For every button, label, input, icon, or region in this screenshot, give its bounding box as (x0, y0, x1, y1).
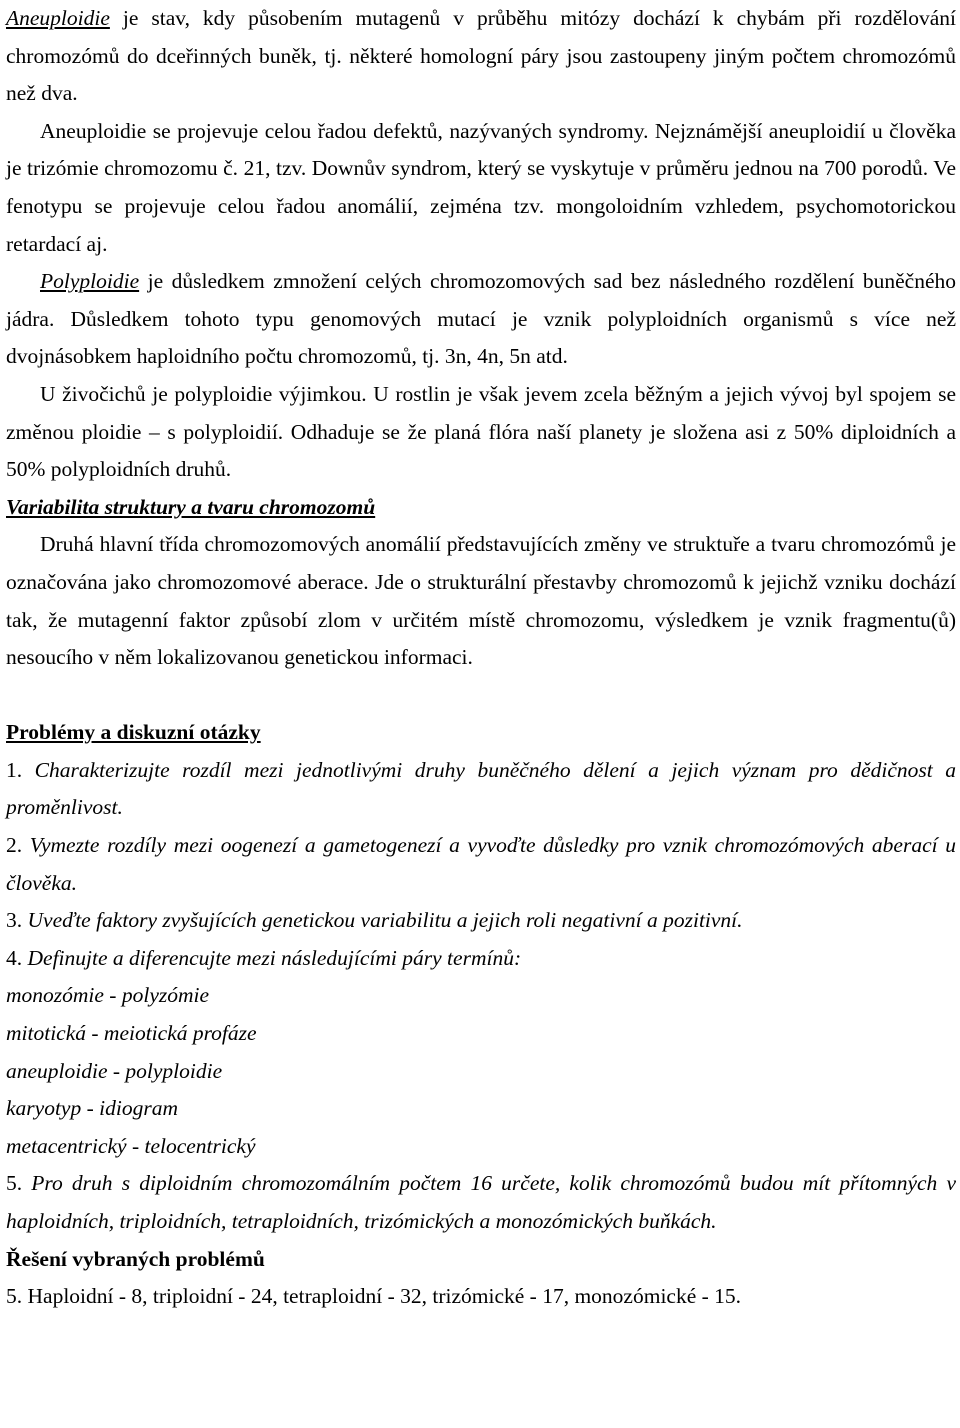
question-2-number: 2. (6, 833, 30, 858)
question-2 (6, 827, 956, 902)
polyploidy-paragraph: U živočichů je polyploidie výjimkou. U rostlin je však jevem zcela běžným a jejich vývoj byl spojem se změnou ploidie – s polyploidií. Odhaduje se že planá flóra naší planety je složena asi z 50% diploidních a 50% polyploidních druhů. (6, 381, 956, 482)
question-1 (6, 752, 956, 827)
question-3-number: 3. (6, 908, 28, 933)
question-4-text: Definujte a diferencujte mezi následujícími páry termínů: (27, 945, 522, 970)
term-pair: metacentrický - telocentrický (6, 1133, 256, 1158)
solutions-heading: Řešení vybraných problémů (6, 1246, 265, 1271)
term-pair: aneuploidie - polyploidie (6, 1058, 223, 1083)
answer-5: 5. Haploidní - 8, triploidní - 24, tetraploidní - 32, trizómické - 17, monozómické - 15. (6, 1284, 742, 1309)
question-4-number: 4. (6, 945, 28, 970)
term-pair: karyotyp - idiogram (6, 1096, 178, 1121)
question-3 (6, 902, 956, 940)
question-4 (6, 940, 956, 978)
aneuploidy-definition (6, 0, 956, 113)
problems-heading: Problémy a diskuzní otázky (6, 720, 261, 745)
term-pair: monozómie - polyzómie (6, 983, 210, 1008)
variability-paragraph: Druhá hlavní třída chromozomových anomálií představujících změny ve struktuře a tvaru chromozómů je označována jako chromozomové aberace. Jde o strukturální přestavby chromozomů k jejichž vzniku dochází tak, že mutagenní faktor způsobí zlom v určitém místě chromozomu, výsledkem je vznik fragmentu(ů) nesoucího v něm lokalizovanou genetickou informaci. (6, 532, 956, 670)
polyploidy-term: Polyploidie (40, 269, 140, 294)
question-5-number: 5. (6, 1171, 32, 1196)
question-2-text: Vymezte rozdíly mezi oogenezí a gametogenezí a vyvoďte důsledky pro vznik chromozómových aberací u člověka. (6, 833, 957, 895)
document-page (6, 0, 956, 1316)
question-5 (6, 1165, 956, 1240)
question-1-text: Charakterizujte rozdíl mezi jednotlivými druhy buněčného dělení a jejich význam pro dědičnost a proměnlivost. (6, 757, 956, 820)
question-3-text: Uveďte faktory zvyšujících genetickou variabilitu a jejich roli negativní a pozitivní. (27, 908, 743, 933)
spacer (6, 677, 956, 715)
aneuploidy-paragraph: Aneuploidie se projevuje celou řadou defektů, nazývaných syndromy. Nejznámější aneuploidií u člověka je trizómie chromozomu č. 21, tzv. Downův syndrom, který se vyskytuje v průměru jednou na 700 porodů. Ve fenotypu se projevuje celou řadou anomálií, zejména tzv. mongoloidním vzhledem, psychomotorickou retardací aj. (6, 118, 956, 256)
polyploidy-definition (6, 263, 956, 376)
aneuploidy-definition-text: je stav, kdy působením mutagenů v průběhu mitózy dochází k chybám při rozdělování chromozómů do dceřinných buněk, tj. některé homologní páry jsou zastoupeny jiným počtem chromozómů než dva. (6, 6, 956, 106)
question-5-text: Pro druh s diploidním chromozomálním počtem 16 určete, kolik chromozómů budou mít přítomných v haploidních, triploidních, tetraploidních, trizómických a monozómických buňkách. (6, 1171, 957, 1233)
polyploidy-definition-text: je důsledkem zmnožení celých chromozomových sad bez následného rozdělení buněčného jádra. Důsledkem tohoto typu genomových mutací je vznik polyploidních organismů s více než dvojnásobkem haploidního počtu chromozomů, tj. 3n, 4n, 5n atd. (6, 269, 956, 369)
question-1-number: 1. (6, 757, 35, 782)
term-pair: mitotická - meiotická profáze (6, 1021, 257, 1046)
variability-heading: Variabilita struktury a tvaru chromozomů (6, 494, 376, 519)
aneuploidy-term: Aneuploidie (6, 6, 110, 30)
